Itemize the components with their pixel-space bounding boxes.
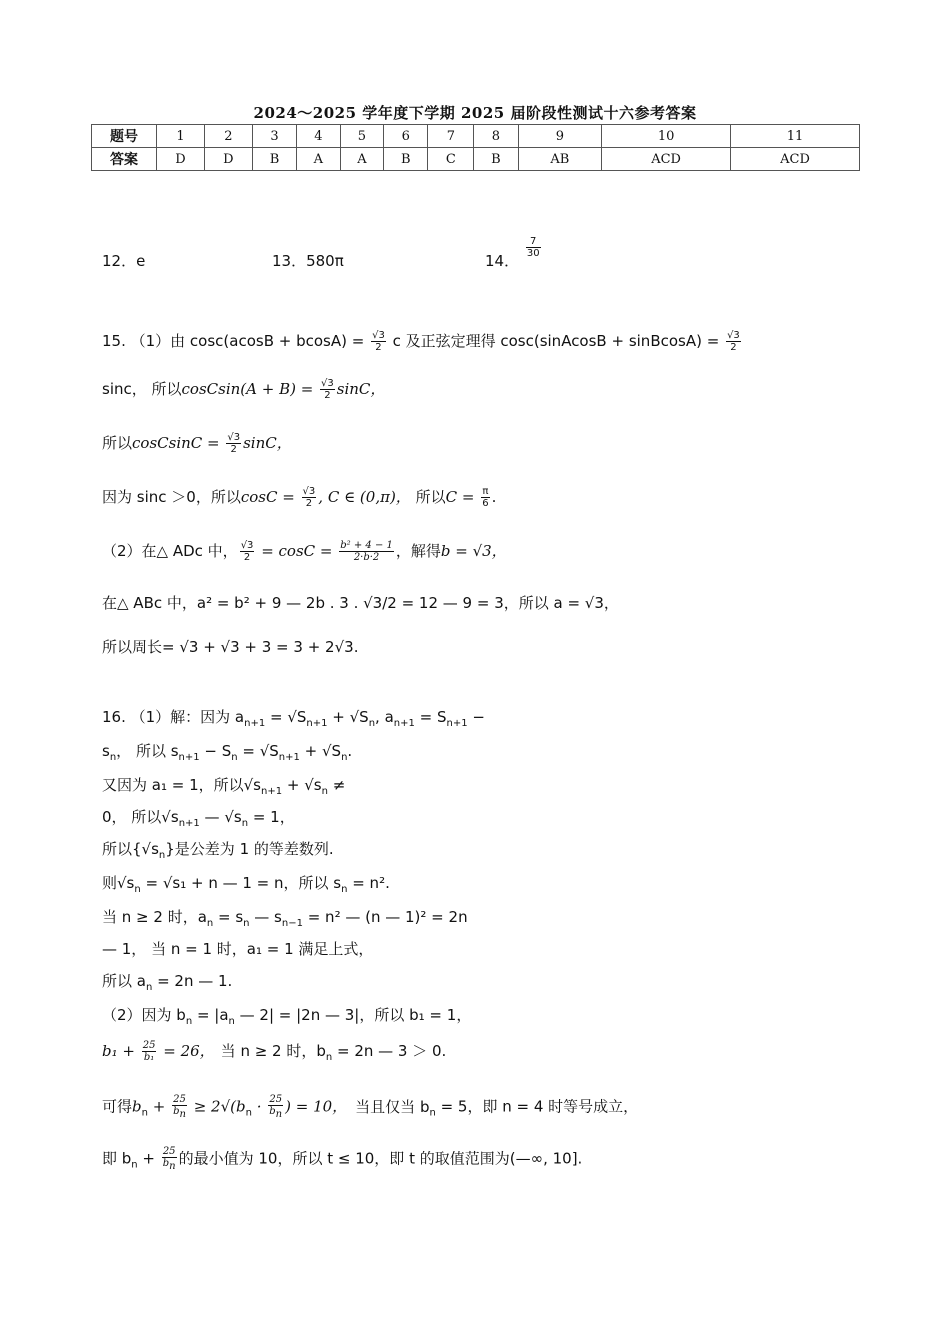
q15-line-2: sinc， 所以cosCsin(A + B) = $\frac{√3}{2}$ sinC， (102, 378, 386, 401)
table-cell: 5 (340, 125, 384, 148)
table-cell: AB (518, 148, 602, 171)
q16-line-9: 所以 $a_n = 2n$ — 1. (102, 972, 233, 993)
row-label-number: 题号 (92, 125, 157, 148)
q15-line-3: 所以cosCsinC = $\frac{√3}{2}$ sinC， (102, 432, 292, 455)
table-cell: 11 (731, 125, 860, 148)
q16-line-2: $s_n$， 所以 $s_{n+1} - S_n = √S_{n+1} + √S_n$. (102, 742, 353, 763)
table-cell: ACD (602, 148, 731, 171)
q16-line-12: 可得$b_n$ + $\frac{25}{b_n}$ ≥ $2√(b_n$ · $\frac{25}{b_n}$ ) = 10， 当且仅当 $b_n = 5$，即 n = 4 时等号成立， (102, 1094, 639, 1120)
q16-line-8: — 1， 当 n = 1 时，a₁ = 1 满足上式， (102, 940, 374, 958)
table-cell: D (157, 148, 205, 171)
answer-14-fraction: $\frac{7}{30}$ (526, 236, 540, 259)
answer-13: 13．580π (272, 252, 344, 270)
answer-14-label: 14． (485, 252, 520, 270)
table-cell: 7 (428, 125, 474, 148)
table-cell: A (297, 148, 341, 171)
q15-line-4: 因为 sinc ＞0，所以cosC = $\frac{√3}{2}$ , C ∈ (0,π)， 所以C = $\frac{\pi}{6}$ . (102, 486, 497, 509)
table-cell: ACD (731, 148, 860, 171)
q16-line-1: 16. （1）解：因为 $a_{n+1} = √S_{n+1} + √S_n$, $a_{n+1} = S_{n+1}$ − (102, 708, 485, 729)
table-row-answers (92, 148, 860, 171)
q16-line-5: 所以$\{√s_n\}$是公差为 1 的等差数列. (102, 840, 334, 861)
answer-14 (485, 236, 543, 270)
q16-line-6: 则$√s_n = √s_1 + n$ — 1 = n，所以 $s_n = n^2$. (102, 874, 390, 895)
table-cell: 3 (252, 125, 296, 148)
q15-line-1: 15. （1）由 cosc(acosB + bcosA) = $\frac{√3}{2}$ c 及正弦定理得 cosc(sinAcosB + sinBcosA) = $\frac{√3}{2}$ (102, 330, 740, 353)
table-cell: 9 (518, 125, 602, 148)
table-cell: 6 (384, 125, 428, 148)
q16-line-11: b₁ + $\frac{25}{\text{b₁}}$ = 26， 当 n ≥ 2 时，$b_n = 2n$ — 3 ＞ 0. (102, 1040, 447, 1063)
table-cell: B (474, 148, 518, 171)
q16-line-4: 0， 所以$√s_{n+1}$ — $√s_n = 1$， (102, 808, 295, 829)
table-cell: B (252, 148, 296, 171)
table-cell: 10 (602, 125, 731, 148)
q16-line-10: （2）因为 $b_n = |a_n$ — 2| = |2n — 3|，所以 b₁ = 1， (102, 1006, 472, 1027)
page-title: 2024～2025 学年度下学期 2025 届阶段性测试十六参考答案 (253, 104, 697, 122)
q15-line-6: 在△ ABc 中，a² = b² + 9 — 2b . 3 . √3/2 = 12 — 9 = 3，所以 a = √3， (102, 594, 619, 612)
table-cell: D (204, 148, 252, 171)
table-row-numbers (92, 125, 860, 148)
answer-12: 12．e (102, 252, 146, 270)
answer-table (91, 124, 860, 171)
q15-line-7: 所以周长= √3 + √3 + 3 = 3 + 2√3. (102, 638, 359, 656)
table-cell: C (428, 148, 474, 171)
q16-line-7: 当 n ≥ 2 时，$a_n = s_n$ — $s_{n-1} = n^2$ — (n — 1)² = 2n (102, 908, 468, 929)
row-label-answer: 答案 (92, 148, 157, 171)
table-cell: 2 (204, 125, 252, 148)
table-cell: 4 (297, 125, 341, 148)
table-cell: B (384, 148, 428, 171)
q16-line-3: 又因为 a₁ = 1，所以$√s_{n+1} + √s_n$ ≠ (102, 776, 346, 797)
q16-line-13: 即 $b_n$ + $\frac{25}{b_n}$ 的最小值为 10，所以 t ≤ 10，即 t 的取值范围为(—∞, 10]. (102, 1146, 583, 1172)
table-cell: A (340, 148, 384, 171)
table-cell: 8 (474, 125, 518, 148)
q15-line-5: （2）在△ ADc 中， $\frac{√3}{2}$ = cosC = $\frac{\text{b² + 4 − 1}}{2\cdot b\cdot 2}$ ，解得b = √3， (102, 540, 507, 563)
table-cell: 1 (157, 125, 205, 148)
